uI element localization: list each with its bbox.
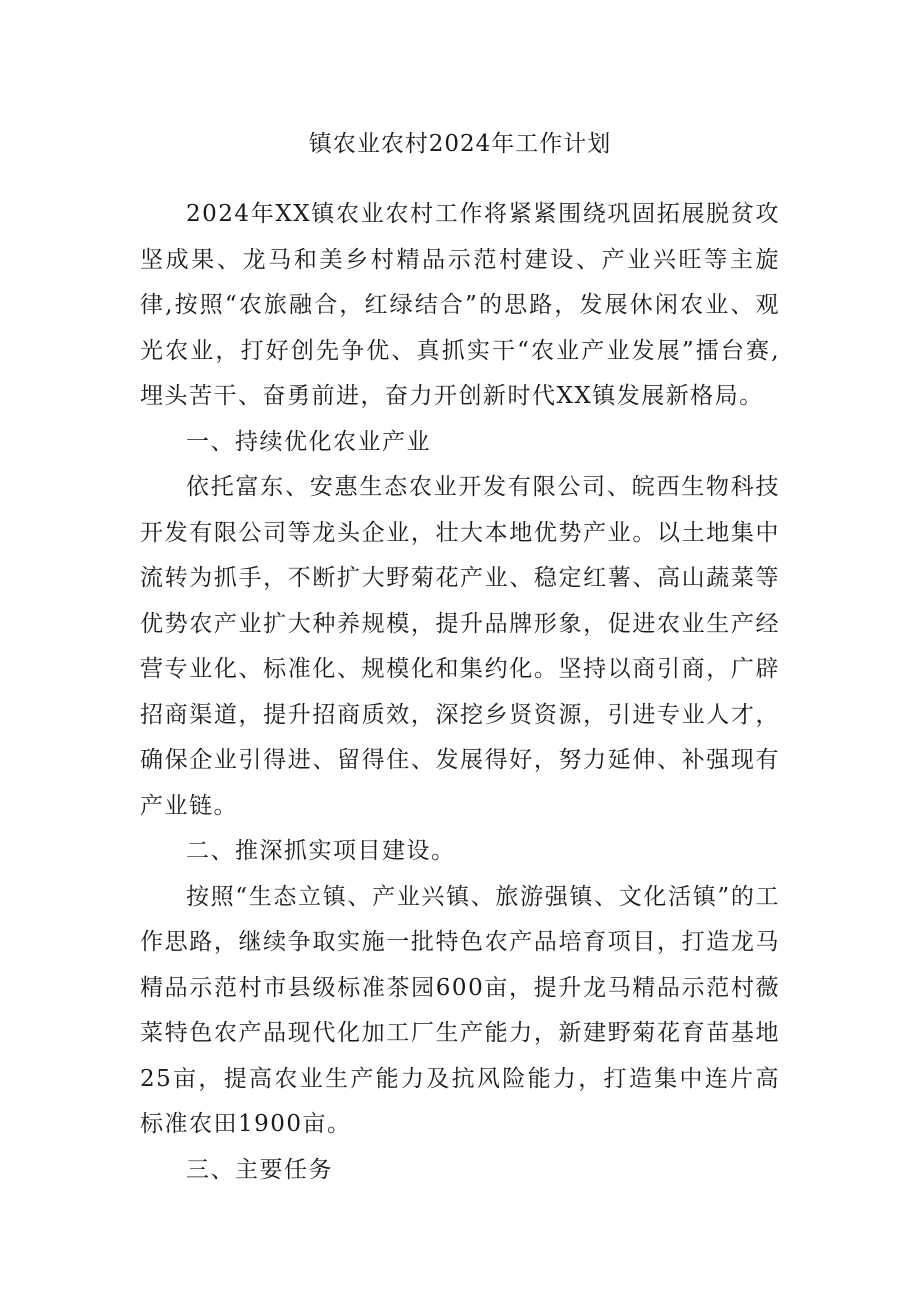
section-1-paragraph: 依托富东、安惠生态农业开发有限公司、皖西生物科技开发有限公司等龙头企业，壮大本地优势产业。以土地集中流转为抓手，不断扩大野菊花产业、稳定红薯、高山蔬菜等优势农产业扩大种养规模，提升品牌形象，促进农业生产经营专业化、标准化、规模化和集约化。坚持以商引商，广辟招商渠道，提升招商质效，深挖乡贤资源，引进专业人才，确保企业引得进、留得住、发展得好，努力延伸、补强现有产业链。 — [140, 474, 780, 819]
section-2-paragraph: 按照“生态立镇、产业兴镇、旅游强镇、文化活镇”的工作思路，继续争取实施一批特色农产品培育项目，打造龙马精品示范村市县级标准茶园600亩，提升龙马精品示范村薇菜特色农产品现代化加工厂生产能力，新建野菊花育苗基地25亩，提高农业生产能力及抗风险能力，打造集中连片高标准农田1900亩。 — [140, 883, 780, 1137]
section-1-heading: 一、持续优化农业产业 — [186, 428, 431, 455]
document-body — [140, 192, 780, 1193]
section-3-heading: 三、主要任务 — [186, 1156, 333, 1183]
section-2-heading: 二、推深抓实项目建设。 — [186, 838, 456, 864]
document-title: 镇农业农村2024年工作计划 — [308, 131, 612, 157]
intro-paragraph: 2024年XX镇农业农村工作将紧紧围绕巩固拓展脱贫攻坚成果、龙马和美乡村精品示范村建设、产业兴旺等主旋律,按照“农旅融合，红绿结合”的思路，发展休闲农业、观光农业，打好创先争优、真抓实干“农业产业发展”擂台赛,埋头苦干、奋勇前进，奋力开创新时代XX镇发展新格局。 — [140, 201, 780, 409]
